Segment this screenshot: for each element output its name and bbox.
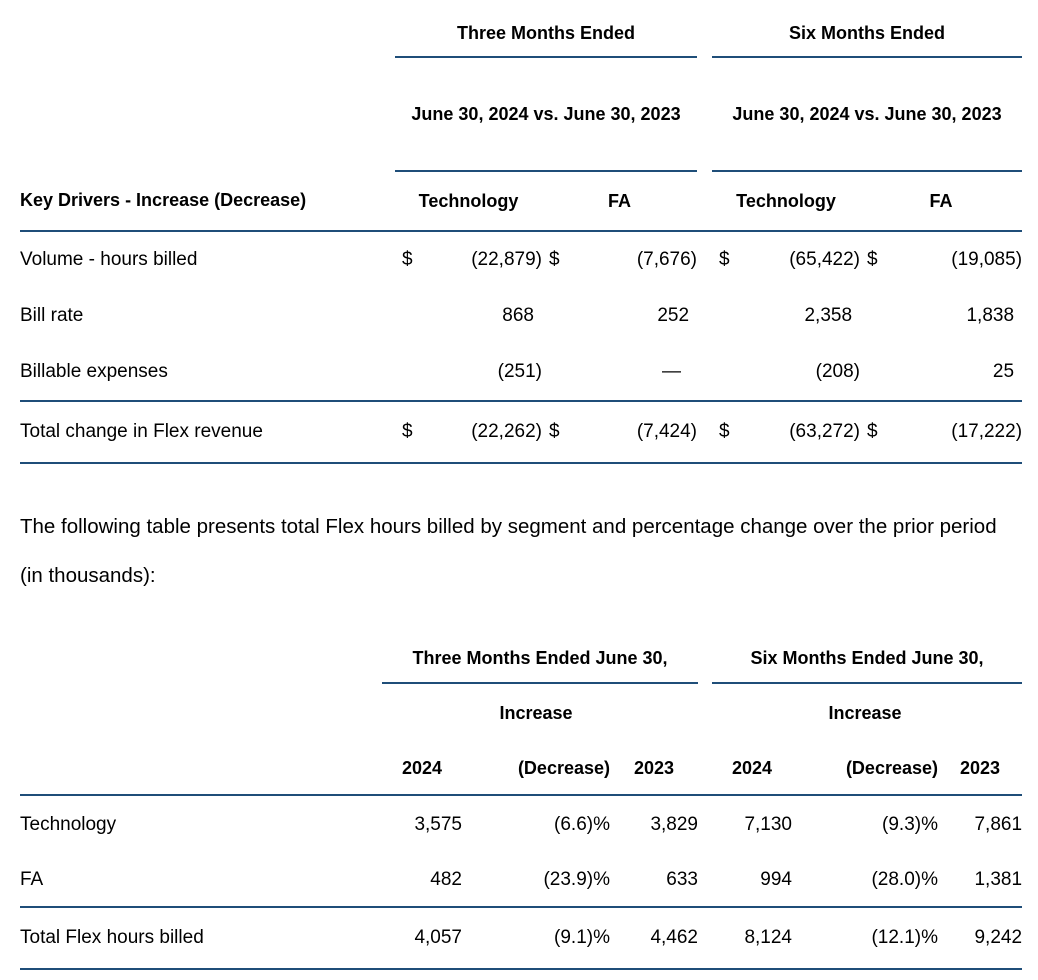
flex-hours-table — [20, 634, 1022, 970]
comparison-header-three-months — [395, 57, 697, 171]
value-cell: — — [567, 344, 697, 401]
spacer-cell — [395, 344, 420, 401]
table-row-bill-rate — [20, 288, 1022, 344]
row-label: Bill rate — [20, 305, 84, 326]
spacer-cell — [698, 853, 712, 907]
period-header-row — [20, 634, 1022, 683]
column-header-2023: 2023 — [610, 742, 698, 795]
spacer-cell — [860, 344, 885, 401]
value-cell: (7,424) — [567, 401, 697, 463]
currency-symbol: $ — [712, 401, 737, 463]
column-header-decrease: (Decrease) — [792, 742, 938, 795]
value-cell: 252 — [657, 305, 690, 326]
value-cell: 2,358 — [804, 305, 853, 326]
spacer-cell — [698, 742, 712, 795]
spacer-cell — [938, 683, 1022, 742]
increase-header: Increase — [828, 702, 902, 723]
comparison-text: June 30, 2024 vs. June 30, 2023 — [411, 104, 681, 124]
value-cell: (19,085) — [951, 249, 1023, 270]
value-cell: (65,422) — [789, 249, 861, 270]
currency-symbol: $ — [719, 249, 730, 270]
table-row-volume — [20, 231, 1022, 288]
spacer-cell — [697, 171, 712, 231]
column-header-2024: 2024 — [712, 742, 792, 795]
value-cell: (23.9)% — [462, 853, 610, 907]
spacer-cell — [382, 683, 462, 742]
value-cell: 3,829 — [650, 813, 698, 835]
spacer-cell — [698, 634, 712, 683]
value-cell: (22,879) — [471, 249, 542, 270]
value-cell: 1,381 — [938, 853, 1022, 907]
row-label: Technology — [20, 813, 117, 835]
table-row-billable-expenses — [20, 344, 1022, 401]
value-cell: 868 — [502, 305, 534, 326]
value-cell: 8,124 — [712, 907, 792, 969]
spacer-cell — [395, 288, 420, 344]
spacer-cell — [697, 231, 712, 288]
value-cell: 1,838 — [966, 305, 1015, 326]
spacer-cell — [712, 683, 792, 742]
spacer-cell — [712, 344, 737, 401]
value-cell: 3,575 — [414, 813, 462, 835]
period-header-three-months: Three Months Ended — [395, 10, 697, 57]
spacer-cell — [698, 907, 712, 969]
value-cell: 9,242 — [938, 907, 1022, 969]
row-label: FA — [20, 853, 382, 907]
period-header-six-months: Six Months Ended June 30, — [712, 634, 1022, 683]
spacer-cell — [697, 344, 712, 401]
period-header-six-months: Six Months Ended — [712, 10, 1022, 57]
value-cell: (251) — [420, 344, 542, 401]
value-cell: (63,272) — [737, 401, 860, 463]
value-cell: (6.6)% — [554, 813, 610, 835]
period-header-three-months: Three Months Ended June 30, — [382, 634, 698, 683]
value-cell: 4,462 — [610, 907, 698, 969]
value-cell: 633 — [610, 853, 698, 907]
column-header-fa: FA — [542, 171, 697, 231]
column-header-row — [20, 742, 1022, 795]
increase-header-row — [20, 683, 1022, 742]
column-header-technology: Technology — [712, 171, 860, 231]
value-cell: 7,861 — [974, 813, 1023, 835]
spacer-cell — [697, 401, 712, 463]
spacer-cell — [698, 683, 712, 742]
column-header-2023: 2023 — [938, 742, 1022, 795]
spacer-cell — [697, 288, 712, 344]
column-header-technology: Technology — [395, 171, 542, 231]
column-header-row — [20, 171, 1022, 231]
spacer-cell — [860, 288, 885, 344]
table-row-total-change — [20, 401, 1022, 463]
spacer-cell — [20, 634, 382, 683]
spacer-cell — [542, 288, 567, 344]
spacer-cell — [697, 57, 712, 171]
column-header-decrease: (Decrease) — [462, 742, 610, 795]
table-row-technology — [20, 795, 1022, 853]
spacer-cell — [712, 288, 737, 344]
value-cell: (17,222) — [885, 401, 1022, 463]
spacer-cell — [20, 57, 395, 171]
value-cell: (12.1)% — [792, 907, 938, 969]
currency-symbol: $ — [402, 249, 413, 270]
value-cell: (9.3)% — [882, 813, 938, 835]
increase-header: Increase — [499, 702, 573, 723]
spacer-cell — [698, 795, 712, 853]
row-label: Billable expenses — [20, 344, 395, 401]
currency-symbol: $ — [867, 249, 878, 270]
comparison-header-row — [20, 57, 1022, 171]
value-cell: (208) — [737, 344, 860, 401]
row-label: Total change in Flex revenue — [20, 401, 395, 463]
value-cell: 994 — [712, 853, 792, 907]
currency-symbol: $ — [542, 401, 567, 463]
row-label: Volume - hours billed — [20, 249, 198, 270]
value-cell: 482 — [382, 853, 462, 907]
currency-symbol: $ — [860, 401, 885, 463]
value-cell: (22,262) — [420, 401, 542, 463]
value-cell: (7,676) — [636, 249, 698, 270]
value-cell: 25 — [885, 344, 1022, 401]
spacer-cell — [20, 683, 382, 742]
value-cell: (9.1)% — [462, 907, 610, 969]
spacer-cell — [20, 10, 395, 57]
row-header-label: Key Drivers - Increase (Decrease) — [20, 171, 395, 231]
period-header-row — [20, 10, 1022, 57]
key-drivers-table — [20, 10, 1022, 464]
value-cell: 7,130 — [744, 813, 792, 835]
currency-symbol: $ — [395, 401, 420, 463]
comparison-text: June 30, 2024 vs. June 30, 2023 — [732, 104, 1002, 124]
intro-paragraph: The following table presents total Flex hours billed by segment and percentage change over the prior period (in thousands): — [20, 515, 997, 587]
table-row-fa — [20, 853, 1022, 907]
value-cell: 4,057 — [382, 907, 462, 969]
value-cell: (28.0)% — [792, 853, 938, 907]
column-header-2024: 2024 — [382, 742, 462, 795]
row-label: Total Flex hours billed — [20, 907, 382, 969]
column-header-fa: FA — [860, 171, 1022, 231]
spacer-cell — [542, 344, 567, 401]
spacer-cell — [610, 683, 698, 742]
currency-symbol: $ — [549, 249, 560, 270]
spacer-cell — [697, 10, 712, 57]
table-row-total-flex-hours — [20, 907, 1022, 969]
comparison-header-six-months — [712, 57, 1022, 171]
spacer-cell — [20, 742, 382, 795]
